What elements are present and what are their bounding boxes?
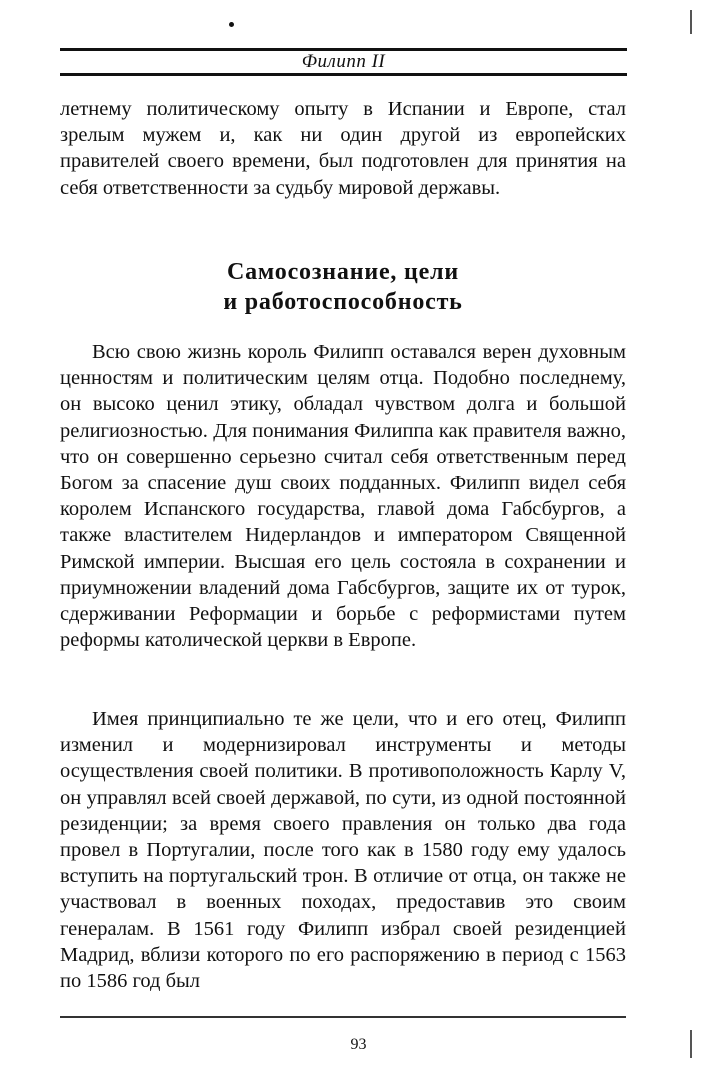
running-header: [60, 48, 627, 76]
header-rule-bottom: [60, 73, 627, 76]
text-underline-mark: [60, 1016, 626, 1018]
section-heading-line-2: и работоспособность: [223, 289, 463, 315]
paragraph-methods: Имея принципиально те же цели, что и его отец, Филипп изменил и модернизировал инструменты и методы осуществления своей политики. В противоположность Карлу V, он управлял всей своей державой, по сути, из одной постоянной резиденции; за время своего правления он только два года провел в Португалии, после того как в 1580 году ему удалось вступить на португальский трон. В отличие от отца, он также не участвовал в военных походах, предоставив это своим генералам. В 1561 году Филипп избрал своей резиденцией Мадрид, вблизи которого по его распоряжению в период с 1563 по 1586 год был: [60, 708, 626, 993]
margin-mark: [690, 1030, 692, 1058]
page-number: 93: [350, 1036, 367, 1053]
section-heading-line-1: Самосознание, цели: [227, 259, 459, 285]
ink-speck: [229, 22, 234, 27]
section-heading: [60, 257, 626, 317]
margin-mark: [690, 10, 692, 34]
paragraph-values-and-goals: Всю свою жизнь король Филипп оставался верен духовным ценностям и политическим целям отца. Подобно последнему, он высоко ценил этику, обладал чувством долга и большой религиозностью. Для понимания Филиппа как правителя важно, что он совершенно серьезно считал себя ответственным перед Богом за спасение душ своих подданных. Филипп видел себя королем Испанского государства, главой дома Габсбургов, а также властителем Нидерландов и императором Священной Римской империи. Высшая его цель состояла в сохранении и приумножении владений дома Габсбургов, защите их от турок, сдерживании Реформации и борьбе с реформистами путем реформы католической церкви в Европе.: [60, 341, 626, 652]
paragraph-continued: летнему политическому опыту в Испании и Европе, стал зрелым мужем и, как ни один другой из европейских правителей своего времени, был подготовлен для принятия на себя ответственности за судьбу мировой державы.: [60, 98, 626, 199]
running-title: Филипп II: [301, 51, 386, 72]
